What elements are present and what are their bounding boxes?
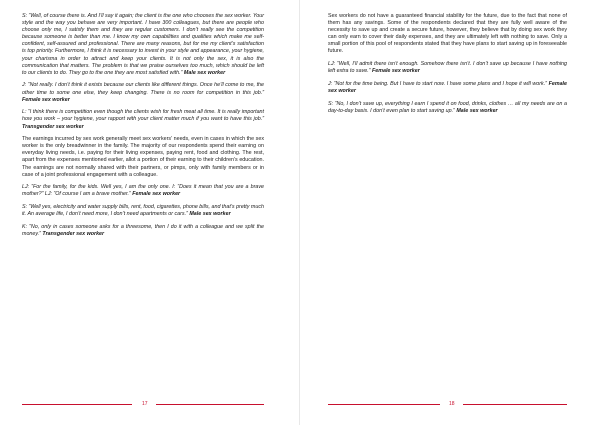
right-page <box>300 0 600 425</box>
quote-attribution: Female sex worker <box>371 68 420 75</box>
page-footer <box>22 401 264 408</box>
page-footer <box>328 401 567 408</box>
quote-paragraph: K: “No, only in cases someone asks for a threesome, then I do it with a colleague and we split the money.” Transgender sex worker <box>22 223 264 237</box>
quote-paragraph: S: “Well yes, electricity and water supply bills, rent, food, cigarettes, phone bills, and that’s pretty much it. An average life, I don’t need more, I don’t need apartments or cars.” Male sex worker <box>22 204 264 218</box>
quote-attribution: Male sex worker <box>189 211 231 218</box>
body-paragraph: The earnings incurred by sex work generally meet sex workers’ needs, even in cases in which the sex worker is the only breadwinner in the family. The majority of our respondents spend their earning on everyday living needs, i.e. paying for their living expenses, paying rent, food and clothing. The rest, apart from the expenses mentioned earlier, allot a portion of their earning to their children’s education. The earnings are not normally shared with their partners, or pimps, only with family members or in case of a joint professional engagement with a colleague. <box>22 136 264 178</box>
quote-paragraph: S: “No, I don’t save up, everything I earn I spend it on food, drinks, clothes … all my needs are on a day-to-day basis. I don’t even plan to start saving up.” Male sex worker <box>328 100 567 114</box>
quote-paragraph: S: “Well, of course there is. And I’ll say it again; the client is the one who chooses the sex worker. Your style and the way you behave are very important. I have 300 colleagues, but there are people who choose only me, I satisfy them and they are regular customers. I don’t really see the competition because someone is better than me. I know my own capabilities and qualities which make me self-confident, self-assured and professional. There are many reasons, but for me my client’s satisfaction is top priority. Furthermore, I think it is necessary to invest in your style and appearance, your hygiene, your charisma in order to attract and keep your clients. It is not only the sex, it is also the communication that matters. The problem is that we praise ourselves too much, which should be left to our clients to do. They go to the one they are most satisfied with.” Male sex worker <box>22 13 264 76</box>
quote-paragraph: LJ: “For the family, for the kids. Well yes, I am the only one. I: “Does it mean that you are a brave mother?” LJ: “Of course I am a brave mother.” Female sex worker <box>22 184 264 198</box>
quote-attribution: Male sex worker <box>183 69 226 76</box>
body-paragraph: Sex workers do not have a guaranteed financial stability for the future, due to the fact that none of them has any savings. Some of the respondents declared that they are fully well aware of the necessity to save up and create a secure future, however, they believe that by doing sex work they can only earn to cover their daily expenses, and they are ultimately left with nothing to save. Only a small portion of this pool of respondents stated that they have plans to start saving up in foreseeable future. <box>328 13 567 55</box>
footer-rule-right <box>463 404 567 405</box>
footer-rule-right <box>156 404 264 405</box>
quote-paragraph: J: “Not for the time being. But I have to start now. I have some plans and I hope it will work.” Female sex worker <box>328 80 567 95</box>
quote-attribution: Transgender sex worker <box>22 123 84 130</box>
quote-attribution: Male sex worker <box>456 107 498 114</box>
quote-paragraph: L: “I think there is competition even though the clients wish for fresh meat all time. It is really important how you work – your hygiene, your rapport with your client matter much if you want to have this job.” Transgender sex worker <box>22 109 264 130</box>
footer-rule-left <box>22 404 132 405</box>
page-number: 18 <box>449 401 455 407</box>
quote-attribution: Female sex worker <box>132 191 181 198</box>
footer-rule-left <box>328 404 440 405</box>
quote-attribution: Female sex worker <box>328 80 567 95</box>
quote-attribution: Transgender sex worker <box>42 231 105 237</box>
page-number: 17 <box>142 401 148 407</box>
quote-paragraph: J: “Not really. I don’t think it exists because our clients like different things. Once he’ll come to me, the other time to some one else, they keep changing. There is no room for competition in this job.” Female sex worker <box>22 82 264 103</box>
quote-attribution: Female sex worker <box>22 96 70 103</box>
quote-paragraph: LJ: “Well, I’ll admit there isn’t enough. Somehow there isn’t. I don’t save up because I have nothing left extra to save.” Female sex worker <box>328 61 567 75</box>
